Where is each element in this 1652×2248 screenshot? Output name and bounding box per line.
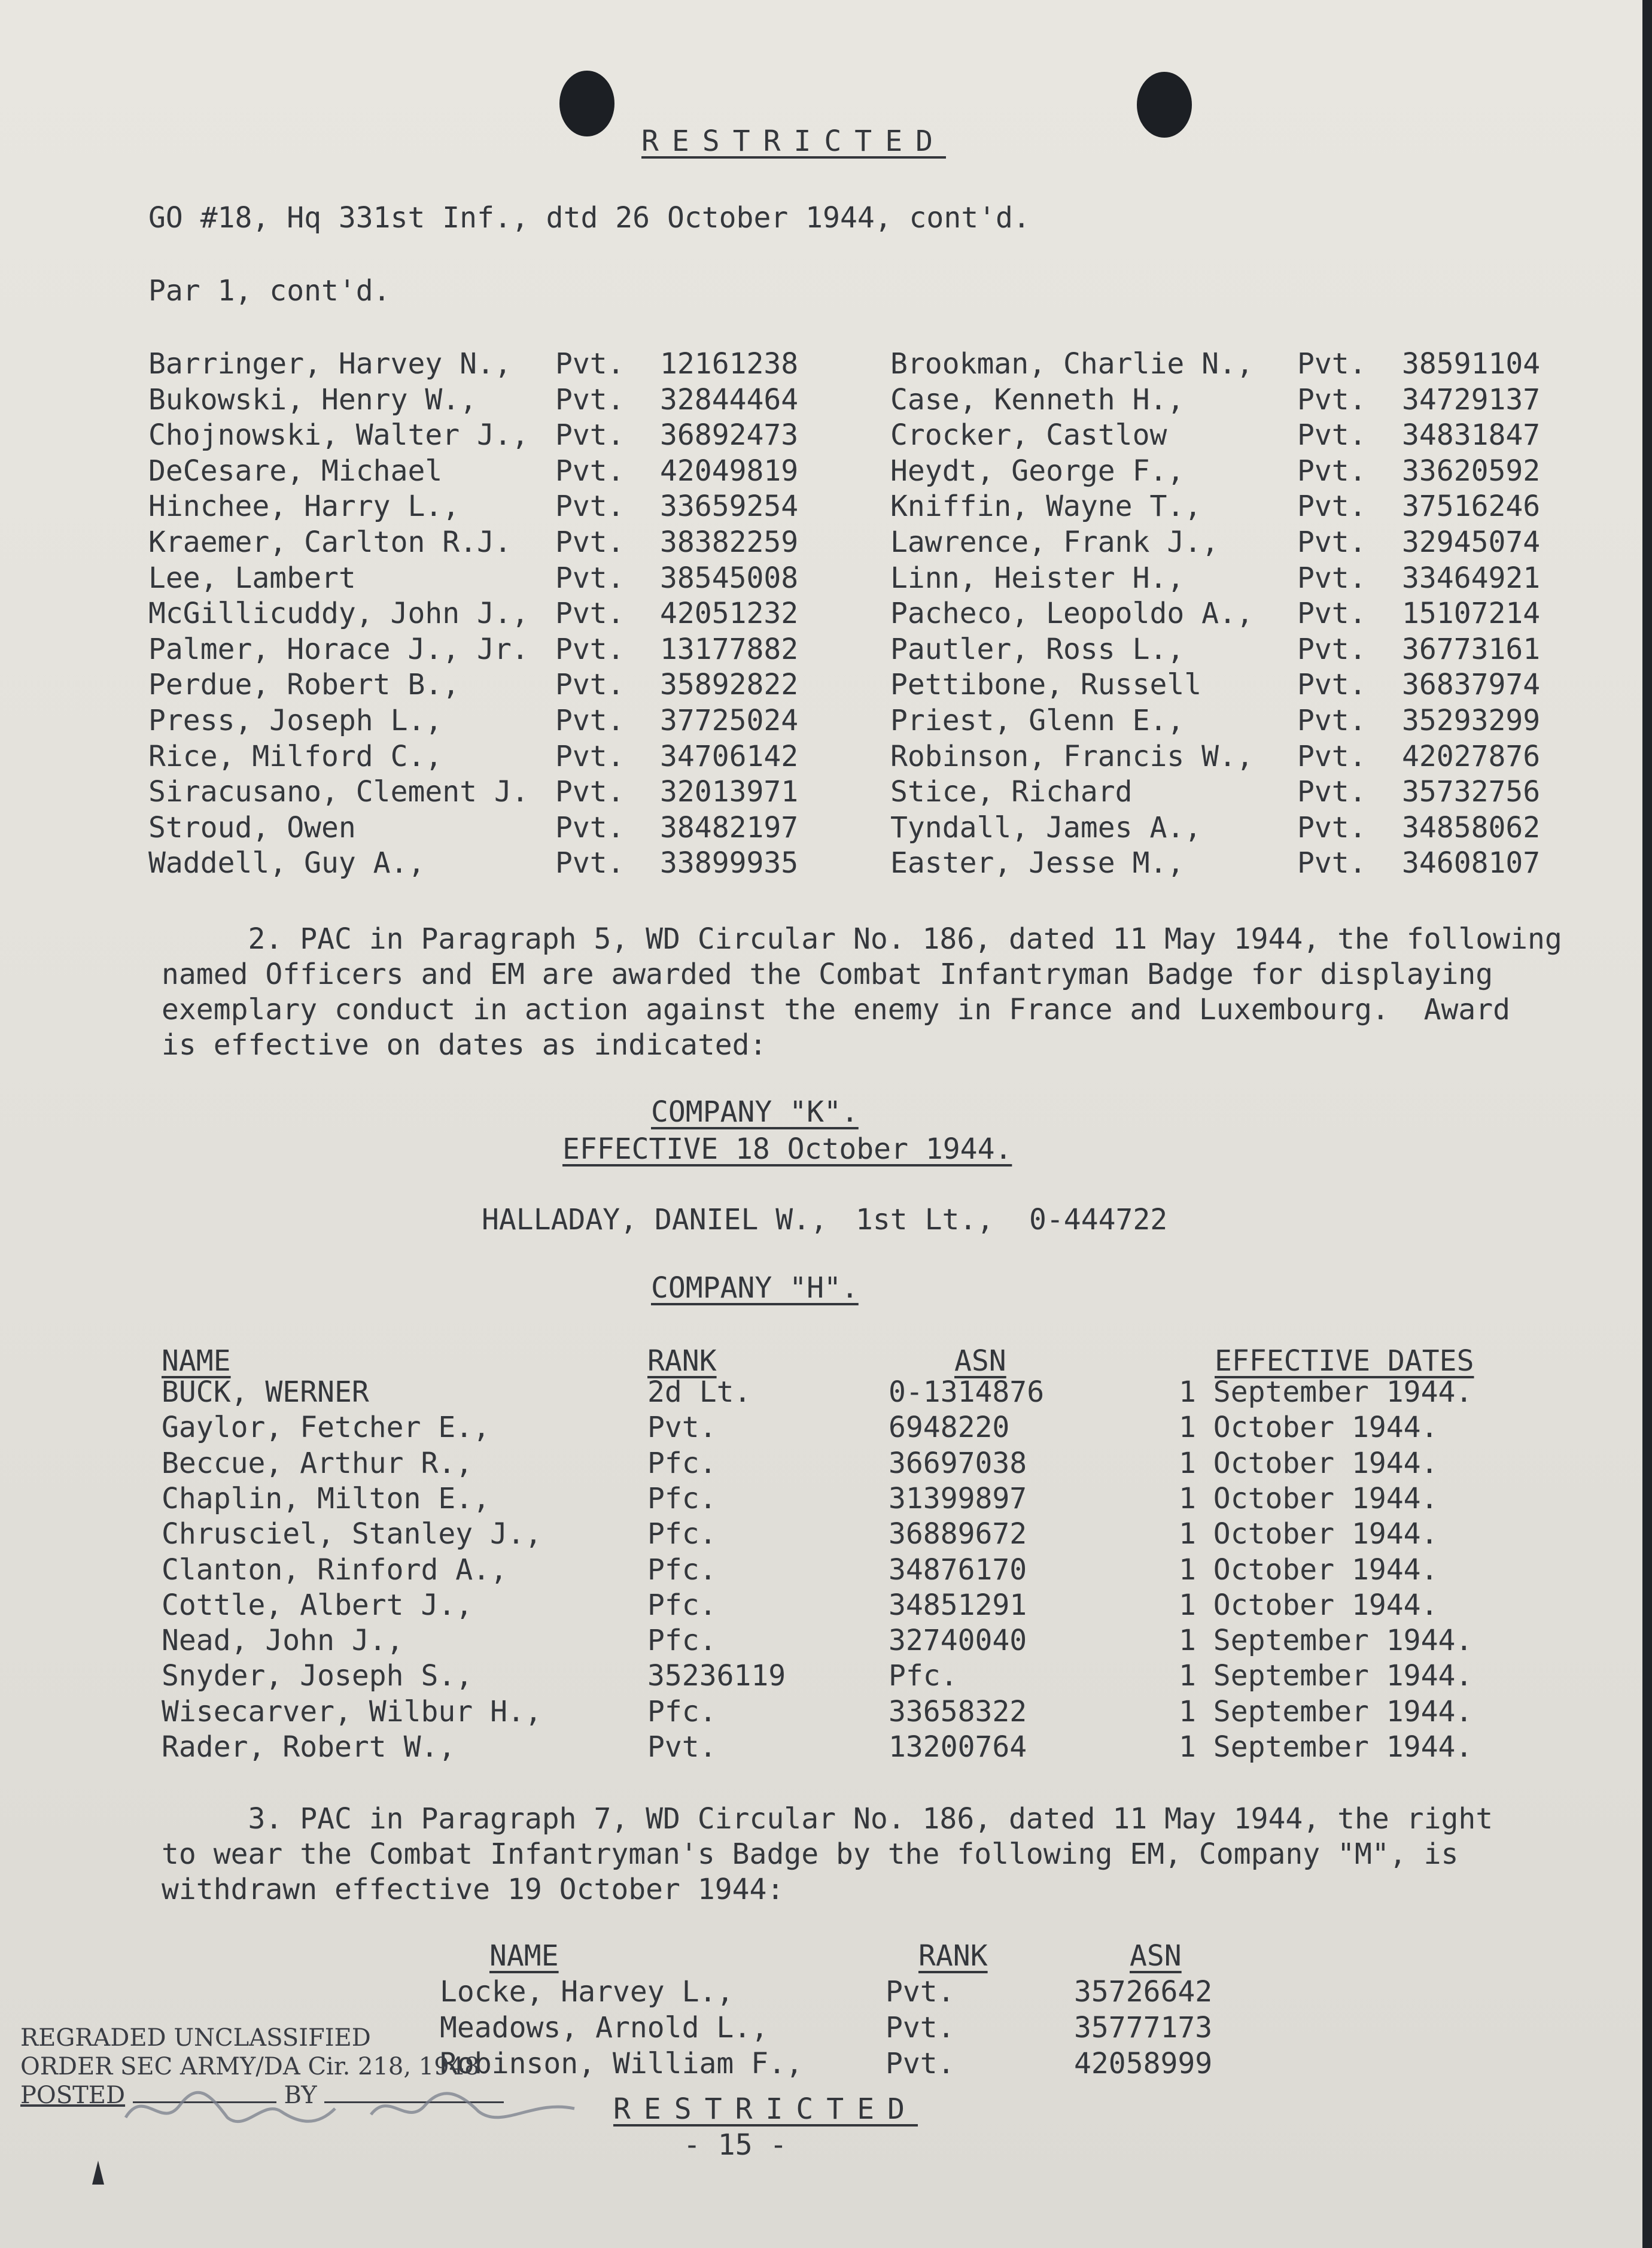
effective-date: 1 October 1944. (1179, 1446, 1438, 1480)
officer-rank: 1st Lt., (856, 1203, 994, 1237)
soldier-asn: Pfc. (889, 1659, 958, 1693)
soldier-rank: Pvt. (555, 561, 625, 595)
soldier-name: Chaplin, Milton E., (162, 1481, 491, 1515)
soldier-name: Gaylor, Fetcher E., (162, 1411, 491, 1445)
effective-date: 1 October 1944. (1179, 1481, 1438, 1515)
soldier-asn: 34831847 (1402, 418, 1541, 452)
soldier-name: Barringer, Harvey N., (148, 347, 512, 381)
soldier-asn: 32013971 (660, 775, 799, 809)
soldier-name: Nead, John J., (162, 1624, 404, 1658)
soldier-asn: 34608107 (1402, 846, 1541, 880)
paragraph-line: 2. PAC in Paragraph 5, WD Circular No. 186, dated 11 May 1944, the following (162, 922, 1562, 956)
soldier-name: Press, Joseph L., (148, 704, 443, 737)
soldier-name: Tyndall, James A., (890, 810, 1202, 844)
effective-date-heading: EFFECTIVE 18 October 1944. (562, 1132, 1012, 1166)
soldier-name: Priest, Glenn E., (890, 704, 1185, 737)
soldier-rank: Pvt. (1297, 810, 1367, 844)
by-label: BY (284, 2082, 317, 2109)
soldier-asn: 32945074 (1402, 525, 1541, 559)
soldier-asn: 12161238 (660, 347, 799, 381)
column-header-rank: RANK (918, 1939, 988, 1973)
effective-date: 1 October 1944. (1179, 1588, 1438, 1622)
column-header-name: NAME (162, 1344, 231, 1378)
soldier-rank: Pvt. (1297, 775, 1367, 809)
soldier-name: Pettibone, Russell (890, 668, 1202, 702)
soldier-rank: Pvt. (647, 1730, 717, 1764)
soldier-rank: Pvt. (886, 1975, 955, 2009)
effective-date: 1 October 1944. (1179, 1517, 1438, 1551)
soldier-name: Bukowski, Henry W., (148, 382, 477, 417)
soldier-name: Siracusano, Clement J. (148, 775, 529, 809)
soldier-rank: Pvt. (647, 1411, 717, 1445)
soldier-rank: Pvt. (1297, 490, 1367, 524)
soldier-name: Lee, Lambert (148, 561, 356, 595)
paragraph-line: is effective on dates as indicated: (162, 1028, 767, 1062)
posted-label: POSTED (20, 2082, 126, 2109)
column-header-asn: ASN (1130, 1939, 1182, 1973)
soldier-name: Chrusciel, Stanley J., (162, 1517, 542, 1551)
soldier-name: Hinchee, Harry L., (148, 490, 460, 524)
soldier-asn: 37725024 (660, 704, 799, 737)
soldier-asn: 33659254 (660, 490, 799, 524)
soldier-name: Brookman, Charlie N., (890, 347, 1254, 381)
soldier-name: Crocker, Castlow (890, 418, 1167, 452)
column-header-dates: EFFECTIVE DATES (1215, 1344, 1474, 1378)
soldier-name: Snyder, Joseph S., (162, 1659, 473, 1693)
soldier-asn: 34706142 (660, 739, 799, 773)
soldier-name: Lawrence, Frank J., (890, 525, 1219, 559)
soldier-name: Linn, Heister H., (890, 561, 1185, 595)
officer-name: HALLADAY, DANIEL W., (482, 1203, 827, 1237)
soldier-name: Heydt, George F., (890, 454, 1185, 488)
soldier-name: Pautler, Ross L., (890, 632, 1185, 666)
soldier-name: McGillicuddy, John J., (148, 597, 529, 631)
effective-date: 1 October 1944. (1179, 1411, 1438, 1445)
soldier-name: Rader, Robert W., (162, 1730, 456, 1764)
soldier-asn: 34729137 (1402, 382, 1541, 417)
soldier-rank: Pvt. (555, 490, 625, 524)
soldier-name: Locke, Harvey L., (440, 1975, 734, 2009)
soldier-name: Perdue, Robert B., (148, 668, 460, 702)
soldier-name: Waddell, Guy A., (148, 846, 425, 880)
soldier-name: Robinson, Francis W., (890, 739, 1254, 773)
punch-hole (559, 71, 614, 136)
soldier-name: DeCesare, Michael (148, 454, 443, 488)
soldier-rank: 35236119 (647, 1659, 786, 1693)
soldier-asn: 15107214 (1402, 597, 1541, 631)
soldier-rank: Pvt. (555, 632, 625, 666)
soldier-rank: Pvt. (555, 382, 625, 417)
soldier-asn: 32844464 (660, 382, 799, 417)
soldier-name: Stroud, Owen (148, 810, 356, 844)
soldier-asn: 42027876 (1402, 739, 1541, 773)
effective-date: 1 September 1944. (1179, 1694, 1473, 1728)
paragraph-continuation: Par 1, cont'd. (148, 274, 391, 308)
soldier-rank: Pvt. (1297, 668, 1367, 702)
effective-date: 1 September 1944. (1179, 1375, 1473, 1409)
soldier-rank: Pvt. (1297, 597, 1367, 631)
soldier-rank: Pvt. (555, 810, 625, 844)
effective-date: 1 October 1944. (1179, 1553, 1438, 1587)
soldier-asn: 35293299 (1402, 704, 1541, 737)
soldier-asn: 36889672 (889, 1517, 1027, 1551)
handwritten-signature (120, 2076, 586, 2141)
soldier-asn: 36892473 (660, 418, 799, 452)
soldier-asn: 35732756 (1402, 775, 1541, 809)
soldier-name: Kniffin, Wayne T., (890, 490, 1202, 524)
paragraph-line: withdrawn effective 19 October 1944: (162, 1873, 784, 1906)
soldier-name: Rice, Milford C., (148, 739, 443, 773)
soldier-rank: Pvt. (555, 525, 625, 559)
company-h-heading: COMPANY "H". (651, 1271, 859, 1305)
soldier-rank: Pvt. (1297, 382, 1367, 417)
effective-date: 1 September 1944. (1179, 1659, 1473, 1693)
soldier-asn: 34876170 (889, 1553, 1027, 1587)
paragraph-line: 3. PAC in Paragraph 7, WD Circular No. 186, dated 11 May 1944, the right (162, 1802, 1493, 1836)
soldier-rank: Pvt. (1297, 418, 1367, 452)
soldier-asn: 33620592 (1402, 454, 1541, 488)
soldier-asn: 35892822 (660, 668, 799, 702)
soldier-asn: 37516246 (1402, 490, 1541, 524)
effective-date: 1 September 1944. (1179, 1624, 1473, 1658)
soldier-asn: 0-1314876 (889, 1375, 1045, 1409)
soldier-name: BUCK, WERNER (162, 1375, 369, 1409)
soldier-asn: 33658322 (889, 1694, 1027, 1728)
punch-hole (1137, 72, 1192, 138)
paragraph-3 (162, 1802, 1493, 1907)
page-number: - 15 - (683, 2128, 787, 2162)
soldier-name: Case, Kenneth H., (890, 382, 1185, 417)
soldier-asn: 36837974 (1402, 668, 1541, 702)
soldier-asn: 38591104 (1402, 347, 1541, 381)
paragraph-2 (162, 922, 1562, 1063)
soldier-rank: Pvt. (555, 454, 625, 488)
soldier-asn: 36773161 (1402, 632, 1541, 666)
soldier-rank: Pvt. (555, 775, 625, 809)
order-reference: GO #18, Hq 331st Inf., dtd 26 October 1944, cont'd. (148, 201, 1030, 235)
soldier-rank: Pvt. (1297, 347, 1367, 381)
soldier-asn: 13177882 (660, 632, 799, 666)
soldier-rank: Pvt. (886, 2011, 955, 2045)
soldier-name: Meadows, Arnold L., (440, 2011, 769, 2045)
soldier-rank: 2d Lt. (647, 1375, 752, 1409)
soldier-asn: 42049819 (660, 454, 799, 488)
soldier-rank: Pvt. (1297, 704, 1367, 737)
soldier-rank: Pvt. (1297, 454, 1367, 488)
paper-tear-mark (92, 2161, 104, 2185)
soldier-rank: Pvt. (1297, 632, 1367, 666)
company-k-heading: COMPANY "K". (651, 1095, 859, 1129)
soldier-asn: 42058999 (1074, 2047, 1213, 2080)
column-header-name: NAME (489, 1939, 559, 1973)
soldier-rank: Pfc. (647, 1446, 717, 1480)
soldier-rank: Pfc. (647, 1624, 717, 1658)
soldier-rank: Pfc. (647, 1481, 717, 1515)
soldier-rank: Pvt. (1297, 561, 1367, 595)
soldier-asn: 33464921 (1402, 561, 1541, 595)
soldier-name: Clanton, Rinford A., (162, 1553, 507, 1587)
soldier-rank: Pvt. (555, 739, 625, 773)
soldier-rank: Pvt. (555, 418, 625, 452)
soldier-asn: 42051232 (660, 597, 799, 631)
soldier-name: Chojnowski, Walter J., (148, 418, 529, 452)
effective-date: 1 September 1944. (1179, 1730, 1473, 1764)
soldier-rank: Pvt. (555, 347, 625, 381)
soldier-name: Wisecarver, Wilbur H., (162, 1694, 542, 1728)
soldier-asn: 6948220 (889, 1411, 1010, 1445)
soldier-name: Cottle, Albert J., (162, 1588, 473, 1622)
soldier-asn: 38545008 (660, 561, 799, 595)
soldier-name: Stice, Richard (890, 775, 1133, 809)
soldier-rank: Pvt. (1297, 739, 1367, 773)
soldier-rank: Pfc. (647, 1694, 717, 1728)
classification-bottom: RESTRICTED (613, 2092, 918, 2126)
paragraph-line: to wear the Combat Infantryman's Badge by the following EM, Company "M", is (162, 1837, 1459, 1871)
paragraph-line: exemplary conduct in action against the enemy in France and Luxembourg. Award (162, 993, 1511, 1026)
soldier-rank: Pfc. (647, 1588, 717, 1622)
soldier-rank: Pvt. (1297, 525, 1367, 559)
soldier-asn: 33899935 (660, 846, 799, 880)
soldier-rank: Pvt. (555, 597, 625, 631)
soldier-rank: Pfc. (647, 1553, 717, 1587)
soldier-rank: Pvt. (886, 2047, 955, 2080)
column-header-asn: ASN (954, 1344, 1006, 1378)
column-header-rank: RANK (647, 1344, 717, 1378)
officer-asn: 0-444722 (1029, 1203, 1168, 1237)
soldier-rank: Pvt. (555, 846, 625, 880)
soldier-asn: 13200764 (889, 1730, 1027, 1764)
soldier-asn: 38482197 (660, 810, 799, 844)
paragraph-line: named Officers and EM are awarded the Combat Infantryman Badge for displaying (162, 958, 1493, 991)
soldier-asn: 35726642 (1074, 1975, 1213, 2009)
soldier-rank: Pfc. (647, 1517, 717, 1551)
soldier-asn: 38382259 (660, 525, 799, 559)
soldier-name: Pacheco, Leopoldo A., (890, 597, 1254, 631)
soldier-asn: 31399897 (889, 1481, 1027, 1515)
regraded-stamp-line1: REGRADED UNCLASSIFIED (20, 2024, 371, 2052)
soldier-name: Easter, Jesse M., (890, 846, 1185, 880)
soldier-asn: 35777173 (1074, 2011, 1213, 2045)
regraded-stamp-line2: ORDER SEC ARMY/DA Cir. 218, 1948 (20, 2053, 480, 2080)
soldier-rank: Pvt. (555, 668, 625, 702)
soldier-name: Robinson, William F., (440, 2047, 803, 2080)
soldier-name: Beccue, Arthur R., (162, 1446, 473, 1480)
soldier-name: Palmer, Horace J., Jr. (148, 632, 529, 666)
classification-top: RESTRICTED (641, 124, 946, 158)
soldier-asn: 36697038 (889, 1446, 1027, 1480)
soldier-name: Kraemer, Carlton R.J. (148, 525, 512, 559)
soldier-rank: Pvt. (555, 704, 625, 737)
soldier-asn: 32740040 (889, 1624, 1027, 1658)
soldier-asn: 34851291 (889, 1588, 1027, 1622)
soldier-asn: 34858062 (1402, 810, 1541, 844)
soldier-rank: Pvt. (1297, 846, 1367, 880)
